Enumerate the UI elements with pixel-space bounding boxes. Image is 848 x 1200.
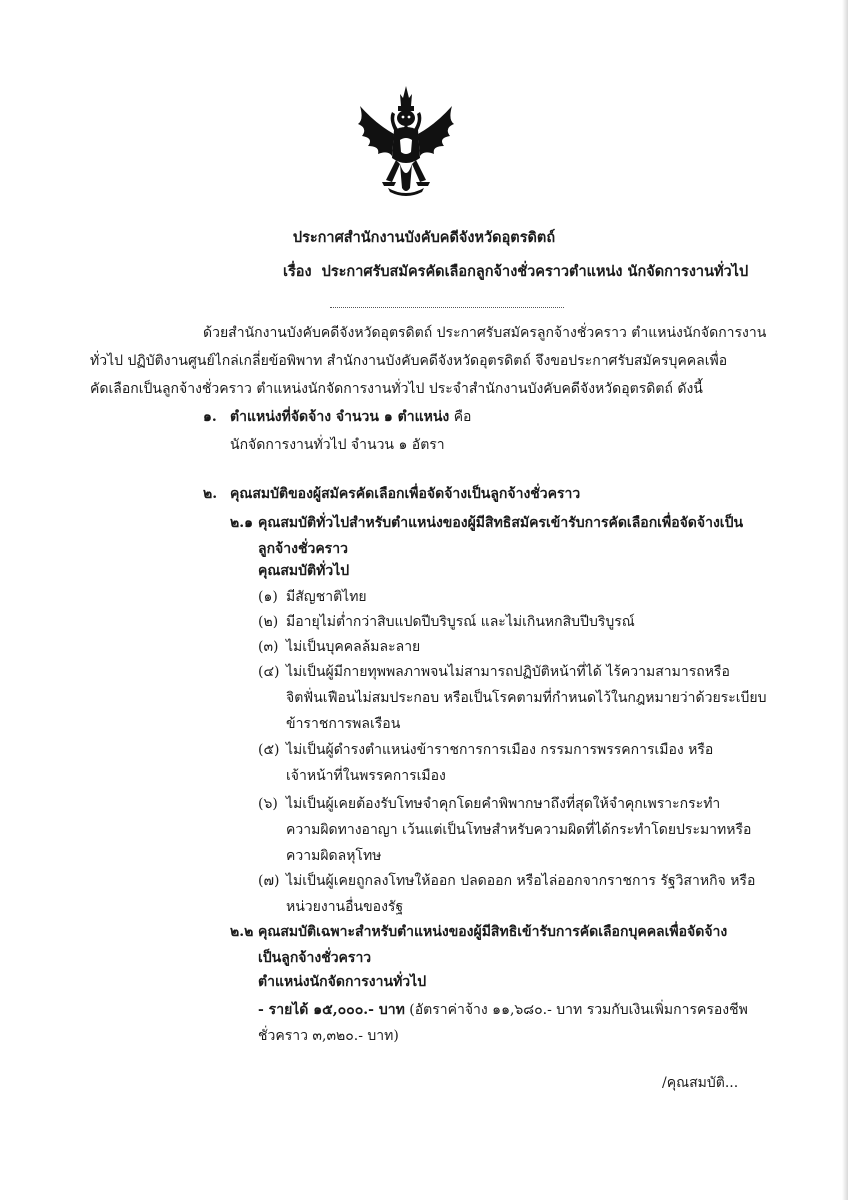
sub2-heading-line1: คุณสมบัติเฉพาะสำหรับตำแหน่งของผู้มีสิทธิเข้ารับการคัดเลือกบุคคลเพื่อจัดจ้าง	[258, 924, 728, 940]
qual-item-6-line1: ไม่เป็นผู้เคยต้องรับโทษจำคุกโดยคำพิพากษาถึงที่สุดให้จำคุกเพราะกระทำ	[286, 796, 721, 812]
qual-item-4-no: (๔)	[258, 664, 280, 680]
qual-item-6-no: (๖)	[258, 796, 278, 812]
qual-item-7-no: (๗)	[258, 873, 280, 889]
section1-heading: ตำแหน่งที่จัดจ้าง จำนวน ๑ ตำแหน่ง	[230, 409, 450, 425]
sub1-heading-line1: คุณสมบัติทั่วไปสำหรับตำแหน่งของผู้มีสิทธิสมัครเข้ารับการคัดเลือกเพื่อจัดจ้างเป็น	[258, 515, 744, 531]
intro-line-2: ทั่วไป ปฏิบัติงานศูนย์ไกล่เกลี่ยข้อพิพาท สำนักงานบังคับคดีจังหวัดอุตรดิตถ์ จึงขอประกาศรับสมัครบุคคลเพื่อ	[90, 353, 728, 369]
income-detail-line2: ชั่วคราว ๓,๓๒๐.- บาท)	[258, 1028, 399, 1044]
sub2-heading-line2: เป็นลูกจ้างชั่วคราว	[258, 950, 372, 966]
page-edge-shadow	[842, 0, 848, 1200]
qual-item-6-line3: ความผิดลหุโทษ	[286, 848, 382, 864]
section1-number: ๑.	[203, 409, 217, 425]
qual-item-3-text: ไม่เป็นบุคคลล้มละลาย	[286, 639, 421, 655]
qual-item-7-line1: ไม่เป็นผู้เคยถูกลงโทษให้ออก ปลดออก หรือไล่ออกจากราชการ รัฐวิสาหกิจ หรือ	[286, 873, 756, 889]
section2-number: ๒.	[203, 486, 218, 502]
qual-item-5-line1: ไม่เป็นผู้ดำรงตำแหน่งข้าราชการการเมือง กรรมการพรรคการเมือง หรือ	[286, 742, 714, 758]
section1-heading-suffix: คือ	[453, 409, 472, 425]
subject-text: ประกาศรับสมัครคัดเลือกลูกจ้างชั่วคราวตำแหน่ง นักจัดการงานทั่วไป	[321, 263, 749, 280]
qual-item-4-line2: จิตฟั่นเฟือนไม่สมประกอบ หรือเป็นโรคตามที่กำหนดไว้ในกฎหมายว่าด้วยระเบียบ	[286, 690, 767, 706]
qual-item-7-line2: หน่วยงานอื่นของรัฐ	[286, 899, 404, 915]
income-detail-line1: (อัตราค่าจ้าง ๑๑,๖๘๐.- บาท รวมกับเงินเพิ่มการครองชีพ	[409, 1002, 748, 1018]
qual-item-6-line2: ความผิดทางอาญา เว้นแต่เป็นโทษสำหรับความผิดที่ได้กระทำโดยประมาทหรือ	[286, 822, 752, 838]
subject-label: เรื่อง	[283, 263, 312, 280]
title-separator	[330, 307, 564, 308]
qual-item-5-line2: เจ้าหน้าที่ในพรรคการเมือง	[286, 768, 446, 784]
continuation-marker: /คุณสมบัติ...	[662, 1075, 739, 1091]
income-label: - รายได้ ๑๕,๐๐๐.- บาท	[258, 1002, 405, 1018]
intro-line-1: ด้วยสำนักงานบังคับคดีจังหวัดอุตรดิตถ์ ประกาศรับสมัครลูกจ้างชั่วคราว ตำแหน่งนักจัดการงาน	[203, 325, 767, 341]
qual-item-1-text: มีสัญชาติไทย	[286, 589, 367, 605]
document-title: ประกาศสำนักงานบังคับคดีจังหวัดอุตรดิตถ์	[292, 229, 556, 246]
intro-line-3: คัดเลือกเป็นลูกจ้างชั่วคราว ตำแหน่งนักจัดการงานทั่วไป ประจำสำนักงานบังคับคดีจังหวัดอุตรดิตถ์ ดังนี้	[90, 381, 703, 397]
sub2-number: ๒.๒	[230, 924, 254, 940]
qual-item-2-text: มีอายุไม่ต่ำกว่าสิบแปดปีบริบูรณ์ และไม่เกินหกสิบปีบริบูรณ์	[286, 614, 635, 630]
section2-heading: คุณสมบัติของผู้สมัครคัดเลือกเพื่อจัดจ้างเป็นลูกจ้างชั่วคราว	[230, 486, 581, 502]
qual-item-4-line3: ข้าราชการพลเรือน	[286, 716, 401, 732]
section1-detail: นักจัดการงานทั่วไป จำนวน ๑ อัตรา	[230, 437, 445, 453]
garuda-emblem-icon	[354, 84, 458, 200]
sub1-number: ๒.๑	[230, 515, 253, 531]
sub1-heading-line2: ลูกจ้างชั่วคราว	[258, 541, 348, 557]
income-row	[258, 1000, 748, 1020]
subject-line	[283, 262, 748, 282]
sub2-position: ตำแหน่งนักจัดการงานทั่วไป	[258, 974, 427, 990]
qual-item-2-no: (๒)	[258, 614, 279, 630]
qual-item-5-no: (๕)	[258, 742, 280, 758]
qual-item-3-no: (๓)	[258, 639, 279, 655]
section1-heading-row	[230, 407, 471, 427]
qual-item-4-line1: ไม่เป็นผู้มีกายทุพพลภาพจนไม่สามารถปฏิบัติหน้าที่ได้ ไร้ความสามารถหรือ	[286, 664, 730, 680]
qual-item-1-no: (๑)	[258, 589, 278, 605]
sub1-subheading: คุณสมบัติทั่วไป	[258, 563, 350, 579]
